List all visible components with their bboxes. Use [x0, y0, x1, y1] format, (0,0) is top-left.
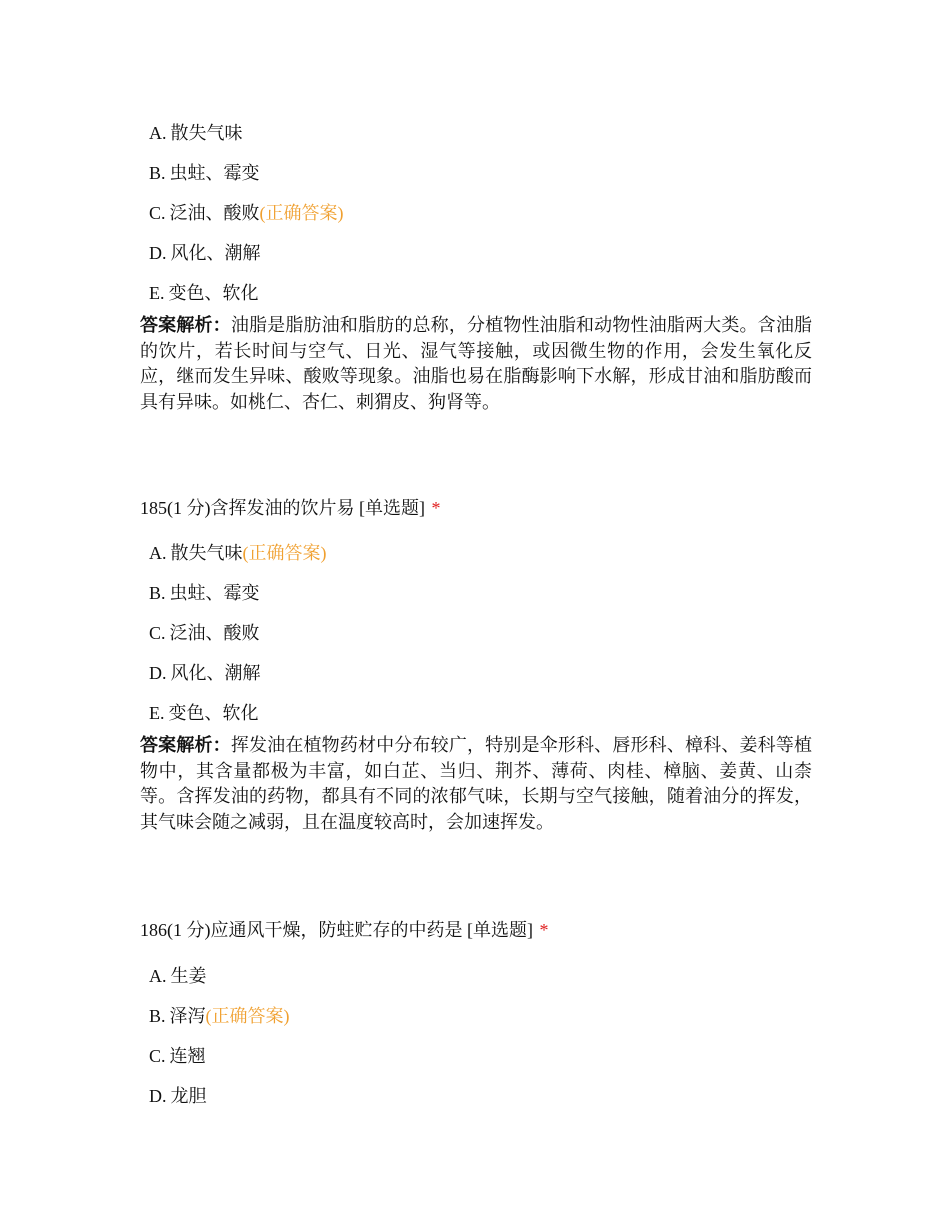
option-186-a[interactable]: A. 生姜 [149, 966, 207, 986]
correct-answer-tag: (正确答案) [205, 1006, 290, 1026]
option-184-b[interactable]: B. 虫蛀、霉变 [149, 163, 260, 183]
question-184 [140, 121, 812, 415]
option-185-d[interactable]: D. 风化、潮解 [149, 663, 261, 683]
option-184-a[interactable]: A. 散失气味 [149, 123, 243, 143]
option-186-b[interactable]: B. 泽泻(正确答案) [149, 1006, 290, 1026]
analysis-185: 答案解析：挥发油在植物药材中分布较广，特别是伞形科、唇形科、樟科、姜科等植物中，其含量都极为丰富，如白芷、当归、荆芥、薄荷、肉桂、樟脑、姜黄、山柰等。含挥发油的药物，都具有不同的浓郁气味，长期与空气接触，随着油分的挥发，其气味会随之减弱，且在温度较高时，会加速挥发。 [140, 735, 813, 832]
question-186 [140, 918, 812, 1124]
question-186-title: 186(1 分)应通风干燥，防蛀贮存的中药是 [单选题] * [140, 920, 549, 940]
option-184-e[interactable]: E. 变色、软化 [149, 283, 259, 303]
option-185-e[interactable]: E. 变色、软化 [149, 703, 259, 723]
correct-answer-tag: (正确答案) [259, 203, 344, 223]
analysis-label: 答案解析： [140, 315, 231, 335]
required-mark: * [431, 498, 441, 518]
option-184-c[interactable]: C. 泛油、酸败(正确答案) [149, 203, 344, 223]
question-186-options [140, 964, 812, 1108]
option-185-c[interactable]: C. 泛油、酸败 [149, 623, 260, 643]
question-184-options [140, 121, 812, 305]
correct-answer-tag: (正确答案) [242, 543, 327, 563]
question-185-options [140, 541, 812, 725]
analysis-label: 答案解析： [140, 735, 231, 755]
option-185-b[interactable]: B. 虫蛀、霉变 [149, 583, 260, 603]
question-185 [140, 496, 812, 835]
analysis-184: 答案解析：油脂是脂肪油和脂肪的总称，分植物性油脂和动物性油脂两大类。含油脂的饮片，若长时间与空气、日光、湿气等接触，或因微生物的作用，会发生氧化反应，继而发生异味、酸败等现象。油脂也易在脂酶影响下水解，形成甘油和脂肪酸而具有异味。如桃仁、杏仁、刺猬皮、狗肾等。 [140, 315, 813, 412]
option-185-a[interactable]: A. 散失气味(正确答案) [149, 543, 327, 563]
option-186-d[interactable]: D. 龙胆 [149, 1086, 207, 1106]
required-mark: * [539, 920, 549, 940]
question-185-title: 185(1 分)含挥发油的饮片易 [单选题] * [140, 498, 441, 518]
option-184-d[interactable]: D. 风化、潮解 [149, 243, 261, 263]
option-186-c[interactable]: C. 连翘 [149, 1046, 206, 1066]
